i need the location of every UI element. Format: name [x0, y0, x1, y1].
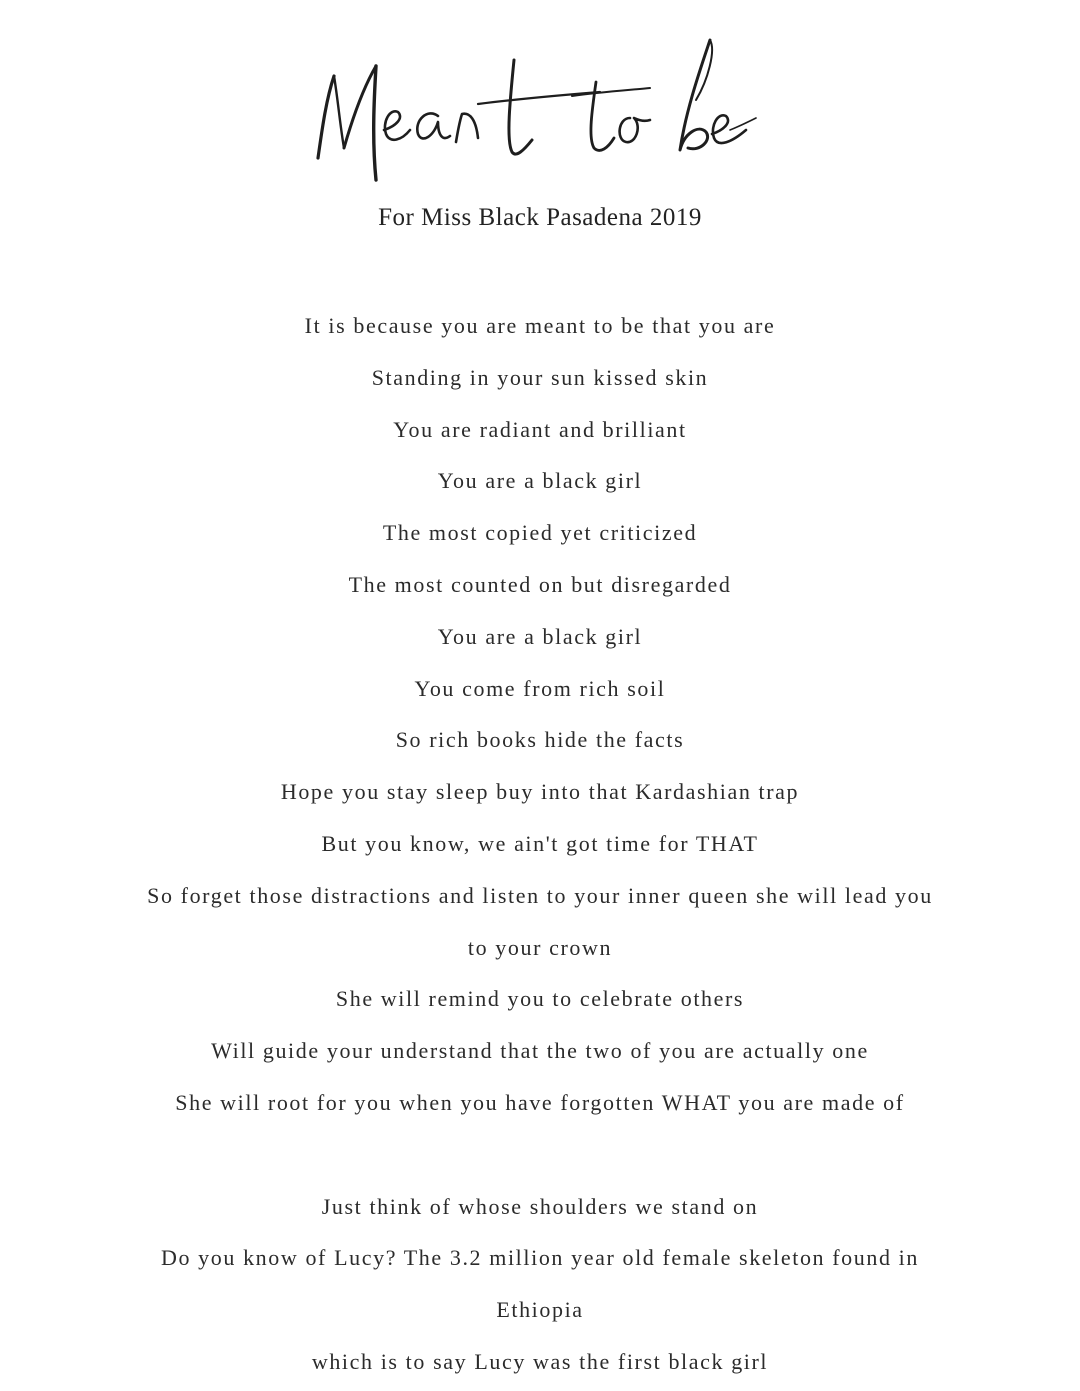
poem-line: You come from rich soil	[414, 675, 666, 701]
poem-line: She will remind you to celebrate others	[335, 986, 745, 1012]
poem-line: Standing in your sun kissed skin	[371, 364, 709, 390]
poem-line: Hope you stay sleep buy into that Kardashian trap	[280, 779, 800, 805]
poem-line: You are radiant and brilliant	[393, 416, 687, 442]
poem-line: Just think of whose shoulders we stand on	[321, 1193, 759, 1219]
poem-line: She will root for you when you have forgotten WHAT you are made of	[175, 1089, 905, 1115]
poem-line: The most counted on but disregarded	[348, 571, 732, 597]
poem-body	[110, 300, 970, 1388]
poem-line: You are a black girl	[437, 623, 643, 649]
poem-line: You are a black girl	[437, 468, 643, 494]
poem-line: Ethiopia	[496, 1297, 584, 1323]
poem-line: The most copied yet criticized	[382, 520, 698, 546]
poem-line: Will guide your understand that the two of you are actually one	[211, 1038, 869, 1064]
subtitle: For Miss Black Pasadena 2019	[378, 204, 702, 231]
poem-line: So forget those distractions and listen to your inner queen she will lead you	[147, 882, 933, 908]
poem-line: Do you know of Lucy? The 3.2 million year old female skeleton found in	[160, 1245, 919, 1271]
poem-line: But you know, we ain't got time for THAT	[321, 830, 759, 856]
title-script-graphic	[300, 30, 780, 190]
poem-line: It is because you are meant to be that you are	[304, 313, 776, 338]
poem-line: to your crown	[467, 934, 613, 960]
title-logo	[0, 30, 1080, 190]
stanza-break	[110, 1129, 970, 1181]
poem-line: which is to say Lucy was the first black girl	[311, 1348, 769, 1374]
poem-line: So rich books hide the facts	[395, 727, 685, 753]
